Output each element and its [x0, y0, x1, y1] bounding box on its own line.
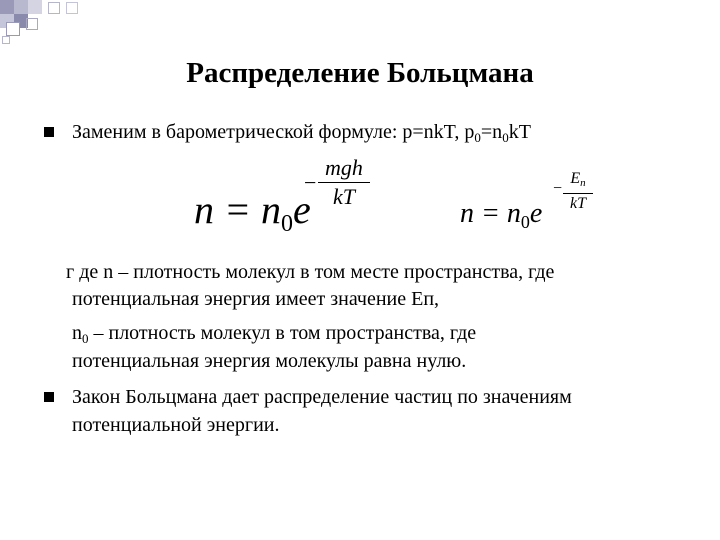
bullet-text-substitution — [72, 118, 531, 152]
deco-square — [2, 36, 10, 44]
explanation-text-part: n — [72, 322, 82, 344]
explanation-text-part: – плотность молекул в том пространства, где — [88, 322, 477, 344]
subscript: 0 — [474, 130, 481, 145]
bullet-text-part: =n — [480, 121, 503, 143]
bullet-marker — [44, 392, 54, 402]
numerator-subscript: n — [580, 177, 586, 189]
formula-numerator: mgh — [325, 155, 363, 180]
numerator-symbol: E — [570, 170, 581, 187]
formula-minus: − — [553, 180, 563, 197]
formula-lhs: n = n — [460, 198, 521, 229]
formula-subscript: 0 — [281, 211, 293, 237]
explanation-line: потенциальная энергия имеет значение Eп, — [72, 288, 440, 310]
bullet-text-boltzmann-law: Закон Больцмана дает распределение частиц по значениям — [72, 386, 572, 408]
deco-square — [66, 2, 78, 14]
slide-title: Распределение Больцмана — [186, 57, 534, 89]
deco-square — [28, 0, 42, 14]
formula-numerator — [563, 170, 593, 189]
bullet-text-boltzmann-law-cont: потенциальной энергии. — [72, 414, 280, 436]
bullet-text-part: kT — [508, 121, 531, 143]
fraction-bar — [563, 193, 593, 194]
deco-square — [48, 2, 60, 14]
formula-denominator: kT — [570, 195, 586, 212]
deco-square — [6, 22, 20, 36]
subscript: 0 — [502, 130, 509, 145]
formula-subscript: 0 — [520, 212, 530, 232]
formula-minus: − — [304, 170, 317, 195]
formula-lhs: n = n — [194, 187, 281, 232]
bullet-text-part: Заменим в барометрической формуле: p=nkT, p — [72, 121, 475, 143]
explanation-line: г де n – плотность молекул в том месте пространства, где — [66, 261, 555, 283]
deco-square — [0, 0, 14, 14]
explanation-line: потенциальная энергия молекулы равна нулю. — [72, 350, 467, 372]
formula-denominator: kT — [333, 184, 355, 209]
formula-base: e — [529, 198, 543, 229]
formula-base: e — [293, 187, 311, 232]
decorative-squares — [0, 0, 720, 40]
deco-square — [14, 0, 28, 14]
bullet-marker — [44, 127, 54, 137]
fraction-bar — [318, 182, 370, 183]
deco-square — [26, 18, 38, 30]
subscript: 0 — [82, 331, 89, 346]
